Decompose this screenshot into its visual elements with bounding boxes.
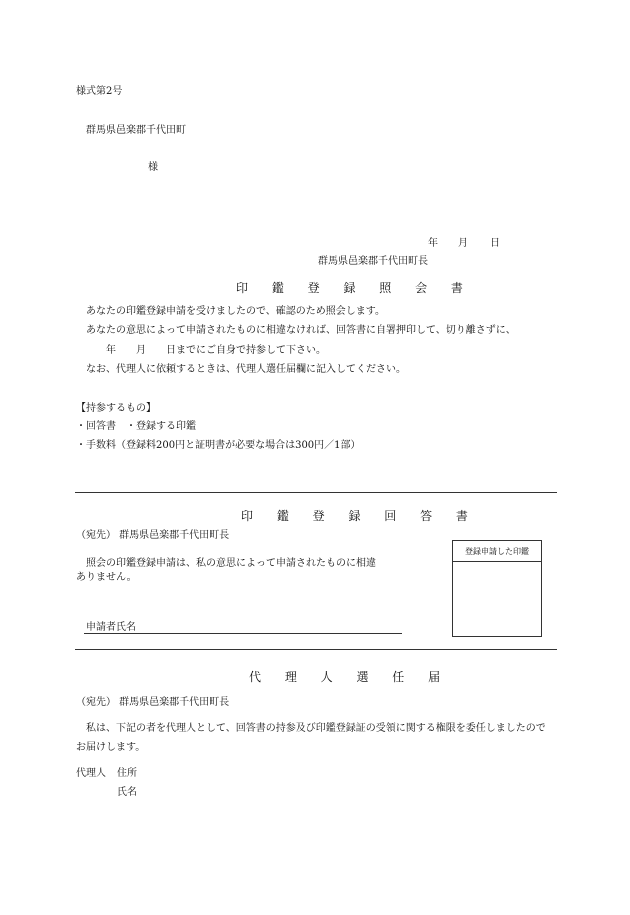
seal-box-label: 登録申請した印鑑 bbox=[453, 541, 541, 562]
agent-label: 代理人 bbox=[76, 768, 106, 779]
inquiry-title: 印 鑑 登 録 照 会 書 bbox=[236, 281, 473, 295]
reply-body-line-1: 照会の印鑑登録申請は、私の意思によって申請されたものに相違 bbox=[86, 558, 376, 569]
inquiry-line-3: 年 月 日までにご自身で持参して下さい。 bbox=[106, 345, 326, 356]
reply-addressee: （宛先） 群馬県邑楽郡千代田町長 bbox=[76, 530, 230, 541]
proxy-addressee: （宛先） 群馬県邑楽郡千代田町長 bbox=[76, 697, 230, 708]
cut-line-1 bbox=[75, 492, 557, 493]
inquiry-line-4: なお、代理人に依頼するときは、代理人選任届欄に記入してください。 bbox=[86, 364, 406, 375]
inquiry-line-2: あなたの意思によって申請されたものに相違なければ、回答書に自署押印して、切り離さずに、 bbox=[86, 325, 516, 336]
date-day: 日 bbox=[490, 238, 500, 249]
bring-item-2: ・手数料（登録料200円と証明書が必要な場合は300円／1部） bbox=[76, 440, 361, 451]
addressee-town: 群馬県邑楽郡千代田町 bbox=[86, 125, 186, 136]
seal-box bbox=[452, 540, 542, 637]
inquiry-line-1: あなたの印鑑登録申請を受けましたので、確認のため照会します。 bbox=[86, 306, 385, 317]
proxy-body-line-1: 私は、下記の者を代理人として、回答書の持参及び印鑑登録証の受領に関する権限を委任しましたので bbox=[86, 723, 546, 734]
issuer-name: 群馬県邑楽郡千代田町長 bbox=[318, 256, 428, 267]
cut-line-2 bbox=[75, 649, 557, 650]
reply-body-line-2: ありません。 bbox=[76, 572, 137, 583]
applicant-name-underline bbox=[84, 633, 402, 634]
reply-title: 印 鑑 登 録 回 答 書 bbox=[241, 509, 478, 523]
agent-address-label: 住所 bbox=[117, 768, 137, 779]
date-year: 年 bbox=[428, 238, 438, 249]
applicant-name-label: 申請者氏名 bbox=[86, 622, 136, 633]
proxy-title: 代 理 人 選 任 届 bbox=[249, 670, 451, 684]
date-month: 月 bbox=[458, 238, 468, 249]
bring-heading: 【持参するもの】 bbox=[76, 403, 156, 414]
agent-name-label: 氏名 bbox=[117, 787, 137, 798]
bring-item-1: ・回答書 ・登録する印鑑 bbox=[76, 421, 196, 432]
proxy-body-line-2: お届けします。 bbox=[76, 742, 146, 753]
form-number: 様式第2号 bbox=[76, 86, 123, 97]
addressee-honorific: 様 bbox=[148, 162, 158, 173]
